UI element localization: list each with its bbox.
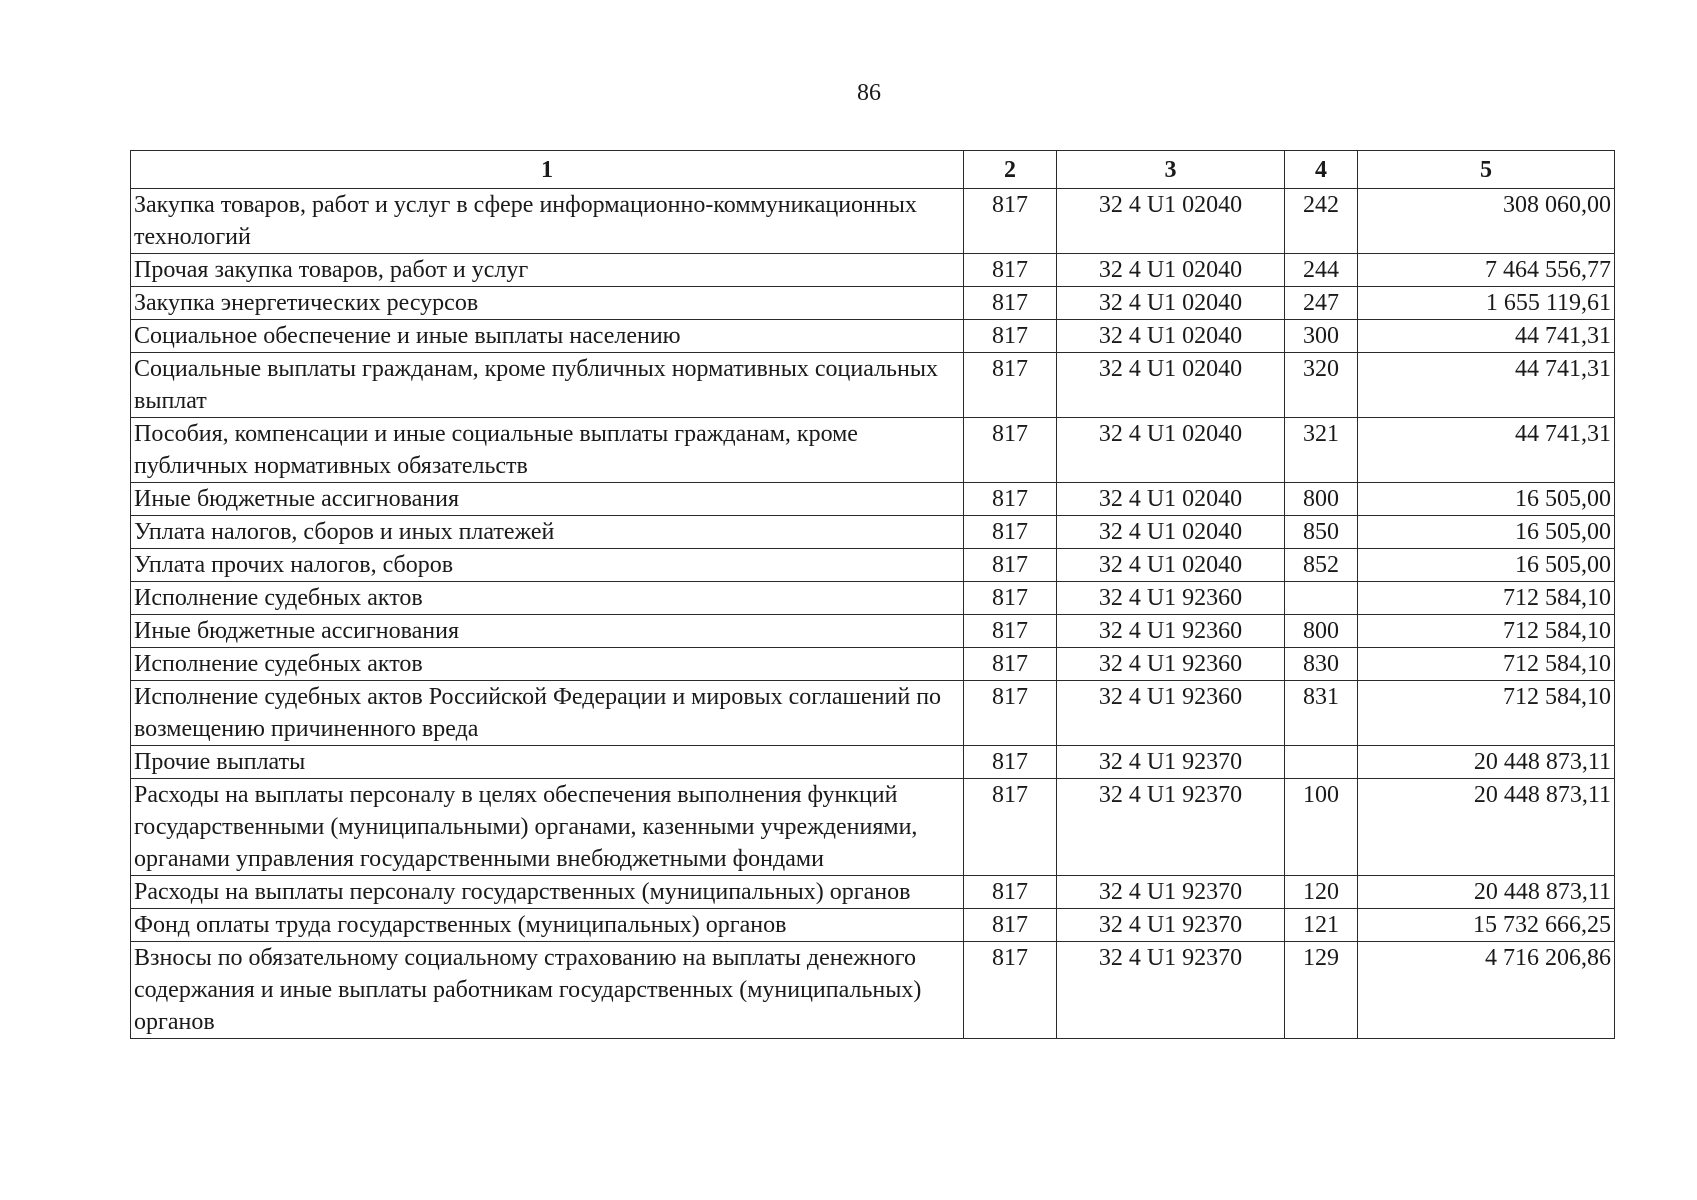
cell-c5: 712 584,10 xyxy=(1358,582,1615,615)
table-row xyxy=(131,353,1615,418)
cell-name: Пособия, компенсации и иные социальные выплаты гражданам, кроме публичных нормативных обязательств xyxy=(131,418,964,483)
table-row xyxy=(131,189,1615,254)
cell-c5: 44 741,31 xyxy=(1358,320,1615,353)
cell-c2: 817 xyxy=(964,418,1057,483)
cell-name: Уплата налогов, сборов и иных платежей xyxy=(131,516,964,549)
page-number: 86 xyxy=(857,80,881,106)
cell-c4: 831 xyxy=(1285,681,1358,746)
cell-c3: 32 4 U1 92360 xyxy=(1057,615,1285,648)
cell-c4: 121 xyxy=(1285,909,1358,942)
cell-c2: 817 xyxy=(964,320,1057,353)
cell-c3: 32 4 U1 92370 xyxy=(1057,779,1285,876)
cell-c4: 830 xyxy=(1285,648,1358,681)
cell-c3: 32 4 U1 02040 xyxy=(1057,254,1285,287)
cell-name: Социальное обеспечение и иные выплаты населению xyxy=(131,320,964,353)
header-row xyxy=(131,151,1615,189)
cell-c4: 321 xyxy=(1285,418,1358,483)
cell-name: Расходы на выплаты персоналу государственных (муниципальных) органов xyxy=(131,876,964,909)
header-col-5: 5 xyxy=(1358,151,1615,189)
table-row xyxy=(131,582,1615,615)
cell-c5: 44 741,31 xyxy=(1358,353,1615,418)
table-row xyxy=(131,779,1615,876)
cell-c4: 320 xyxy=(1285,353,1358,418)
cell-c4: 300 xyxy=(1285,320,1358,353)
cell-name: Иные бюджетные ассигнования xyxy=(131,615,964,648)
cell-c2: 817 xyxy=(964,648,1057,681)
cell-c5: 712 584,10 xyxy=(1358,615,1615,648)
budget-table xyxy=(130,150,1615,1039)
cell-name: Исполнение судебных актов xyxy=(131,582,964,615)
cell-c2: 817 xyxy=(964,942,1057,1039)
cell-c5: 4 716 206,86 xyxy=(1358,942,1615,1039)
table-row xyxy=(131,287,1615,320)
cell-c4 xyxy=(1285,746,1358,779)
cell-c2: 817 xyxy=(964,483,1057,516)
cell-name: Социальные выплаты гражданам, кроме публичных нормативных социальных выплат xyxy=(131,353,964,418)
cell-c3: 32 4 U1 02040 xyxy=(1057,516,1285,549)
cell-c4: 247 xyxy=(1285,287,1358,320)
cell-c5: 15 732 666,25 xyxy=(1358,909,1615,942)
table-row xyxy=(131,746,1615,779)
cell-c2: 817 xyxy=(964,681,1057,746)
cell-c3: 32 4 U1 92370 xyxy=(1057,909,1285,942)
table-row xyxy=(131,483,1615,516)
cell-name: Исполнение судебных актов xyxy=(131,648,964,681)
cell-name: Иные бюджетные ассигнования xyxy=(131,483,964,516)
cell-c3: 32 4 U1 02040 xyxy=(1057,353,1285,418)
cell-c4: 242 xyxy=(1285,189,1358,254)
cell-c4 xyxy=(1285,582,1358,615)
cell-c2: 817 xyxy=(964,582,1057,615)
cell-c4: 244 xyxy=(1285,254,1358,287)
cell-name: Уплата прочих налогов, сборов xyxy=(131,549,964,582)
cell-c4: 850 xyxy=(1285,516,1358,549)
cell-name: Фонд оплаты труда государственных (муниципальных) органов xyxy=(131,909,964,942)
cell-c4: 800 xyxy=(1285,483,1358,516)
cell-c5: 1 655 119,61 xyxy=(1358,287,1615,320)
cell-c5: 16 505,00 xyxy=(1358,483,1615,516)
header-col-3: 3 xyxy=(1057,151,1285,189)
cell-c2: 817 xyxy=(964,615,1057,648)
cell-c3: 32 4 U1 02040 xyxy=(1057,418,1285,483)
cell-name: Прочая закупка товаров, работ и услуг xyxy=(131,254,964,287)
cell-c4: 852 xyxy=(1285,549,1358,582)
cell-c2: 817 xyxy=(964,189,1057,254)
cell-c5: 20 448 873,11 xyxy=(1358,746,1615,779)
cell-c3: 32 4 U1 92360 xyxy=(1057,582,1285,615)
cell-c3: 32 4 U1 92370 xyxy=(1057,876,1285,909)
table-row xyxy=(131,942,1615,1039)
cell-c5: 20 448 873,11 xyxy=(1358,876,1615,909)
cell-c4: 120 xyxy=(1285,876,1358,909)
table-row xyxy=(131,549,1615,582)
table-row xyxy=(131,681,1615,746)
cell-c5: 7 464 556,77 xyxy=(1358,254,1615,287)
cell-name: Взносы по обязательному социальному страхованию на выплаты денежного содержания и иные выплаты работникам государственных (муниципальных) органов xyxy=(131,942,964,1039)
cell-c2: 817 xyxy=(964,353,1057,418)
cell-c2: 817 xyxy=(964,287,1057,320)
cell-c3: 32 4 U1 92360 xyxy=(1057,681,1285,746)
cell-c3: 32 4 U1 92370 xyxy=(1057,746,1285,779)
cell-c5: 16 505,00 xyxy=(1358,549,1615,582)
cell-c2: 817 xyxy=(964,746,1057,779)
cell-c3: 32 4 U1 02040 xyxy=(1057,189,1285,254)
cell-c3: 32 4 U1 02040 xyxy=(1057,320,1285,353)
cell-c2: 817 xyxy=(964,876,1057,909)
cell-name: Закупка товаров, работ и услуг в сфере информационно-коммуникационных технологий xyxy=(131,189,964,254)
table-row xyxy=(131,909,1615,942)
cell-c3: 32 4 U1 02040 xyxy=(1057,483,1285,516)
header-col-1: 1 xyxy=(131,151,964,189)
cell-c3: 32 4 U1 92370 xyxy=(1057,942,1285,1039)
cell-c5: 308 060,00 xyxy=(1358,189,1615,254)
cell-c2: 817 xyxy=(964,516,1057,549)
cell-c3: 32 4 U1 02040 xyxy=(1057,549,1285,582)
header-col-2: 2 xyxy=(964,151,1057,189)
cell-c5: 712 584,10 xyxy=(1358,648,1615,681)
cell-c4: 100 xyxy=(1285,779,1358,876)
cell-c4: 129 xyxy=(1285,942,1358,1039)
cell-c5: 712 584,10 xyxy=(1358,681,1615,746)
table-row xyxy=(131,418,1615,483)
header-col-4: 4 xyxy=(1285,151,1358,189)
cell-name: Закупка энергетических ресурсов xyxy=(131,287,964,320)
cell-c3: 32 4 U1 02040 xyxy=(1057,287,1285,320)
table-row xyxy=(131,615,1615,648)
cell-c2: 817 xyxy=(964,254,1057,287)
cell-c3: 32 4 U1 92360 xyxy=(1057,648,1285,681)
table-row xyxy=(131,516,1615,549)
cell-c4: 800 xyxy=(1285,615,1358,648)
table-row xyxy=(131,876,1615,909)
table-row xyxy=(131,320,1615,353)
cell-c5: 20 448 873,11 xyxy=(1358,779,1615,876)
cell-c2: 817 xyxy=(964,909,1057,942)
table-row xyxy=(131,648,1615,681)
cell-name: Прочие выплаты xyxy=(131,746,964,779)
cell-c5: 44 741,31 xyxy=(1358,418,1615,483)
cell-name: Расходы на выплаты персоналу в целях обеспечения выполнения функций государственными (муниципальными) органами, казенными учреждениями, органами управления государственными внебюджетными фондами xyxy=(131,779,964,876)
cell-c5: 16 505,00 xyxy=(1358,516,1615,549)
cell-name: Исполнение судебных актов Российской Федерации и мировых соглашений по возмещению причиненного вреда xyxy=(131,681,964,746)
table-row xyxy=(131,254,1615,287)
cell-c2: 817 xyxy=(964,549,1057,582)
cell-c2: 817 xyxy=(964,779,1057,876)
